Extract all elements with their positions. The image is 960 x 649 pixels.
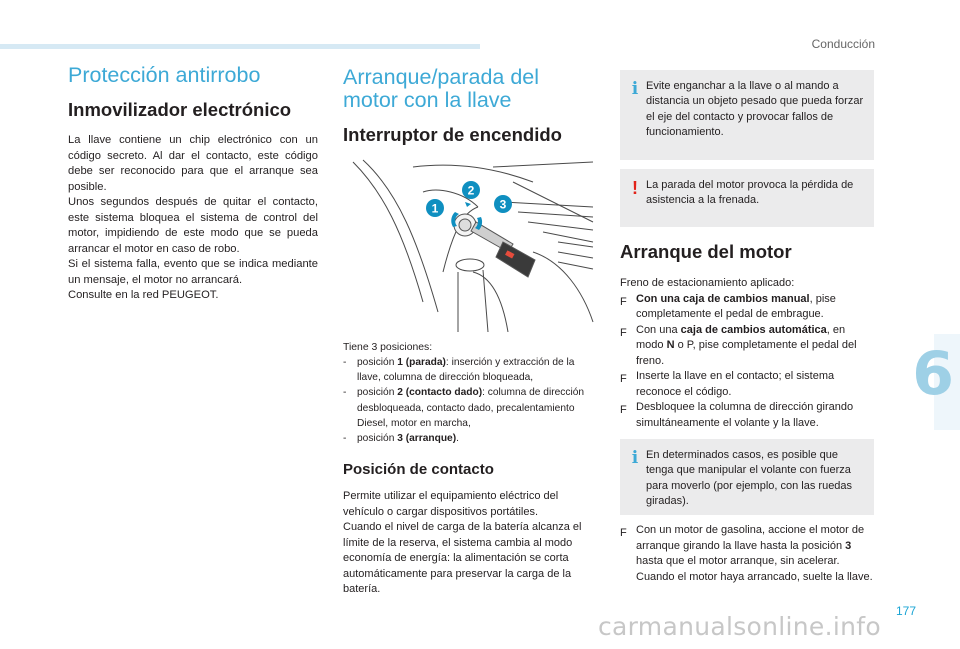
positions-intro: Tiene 3 posiciones: xyxy=(343,342,433,353)
header-accent-bar xyxy=(0,44,480,49)
watermark: carmanualsonline.info xyxy=(598,612,881,641)
ignition-illustration xyxy=(343,152,597,332)
start-intro: Freno de estacionamiento aplicado: xyxy=(620,277,795,289)
position-label: 1 (parada) xyxy=(397,357,446,368)
callout-3 xyxy=(494,195,512,213)
start-step xyxy=(620,323,874,370)
section-title-line1: Arranque/parada del xyxy=(343,65,540,89)
position-dash: - xyxy=(343,357,347,368)
step-text: Con un motor de gasolina, accione el motor de arranque girando la llave hasta la posición xyxy=(636,524,865,552)
position-description: : inserción y extracción de la llave, columna de dirección bloqueada, xyxy=(357,357,575,384)
column-ignition xyxy=(343,66,599,146)
column-antitheft xyxy=(68,64,318,304)
info-text: Evite enganchar a la llave o al mando a distancia un objeto pesado que pueda forzar el eje del contacto y provocar fallos de funcionamiento. xyxy=(646,80,864,138)
step-bullet-icon: F xyxy=(620,373,627,385)
step-text: , en modo xyxy=(636,323,846,351)
step-emphasis: N xyxy=(666,339,675,351)
start-step xyxy=(620,400,874,431)
immobiliser-paragraph: La llave contiene un chip electrónico con un código secreto. Al dar el contacto, este código debe ser reconocido para que el arranque sea posible. Unos segundos después de quitar el contacto, este sistema bloquea el sistema de control del motor, impidiendo de este modo que se pueda arrancar el motor en caso de robo. Si el sistema falla, evento que se indica mediante un mensaje, el motor no arrancará. Consulte en la red PEUGEOT. xyxy=(68,134,318,301)
position-label: 2 (contacto dado) xyxy=(397,387,483,399)
step-text: Inserte la llave en el contacto; el sistema reconoce el código. xyxy=(636,370,835,398)
info-icon: i xyxy=(631,448,639,468)
contact-position-paragraph: Permite utilizar el equipamiento eléctrico del vehículo o cargar dispositivos portátiles. Cuando el nivel de carga de la batería alcanza el límite de la reserva, el sistema cambia al modo economía de energía: la alimentación se corta automáticamente para preservar la carga de la batería. xyxy=(343,490,582,596)
section-title-line2: motor con la llave xyxy=(343,88,512,112)
step-bullet-icon: F xyxy=(620,295,627,308)
position-text: posición xyxy=(357,387,398,399)
step-emphasis: caja de cambios automática xyxy=(680,323,827,336)
step-emphasis: Con una caja de cambios manual xyxy=(636,292,810,305)
step-text: Con una xyxy=(636,323,681,336)
ignition-switch-title: Interruptor de encendido xyxy=(343,124,562,145)
chapter-number: 6 xyxy=(912,339,954,409)
section-name: Conducción xyxy=(811,37,875,51)
callout-3-label: 3 xyxy=(499,197,507,212)
start-step xyxy=(620,369,874,400)
callout-1-label: 1 xyxy=(431,201,439,216)
step-text: Desbloquee la columna de dirección girando simultáneamente el volante y la llave. xyxy=(636,401,854,429)
position-text: posición xyxy=(357,433,398,445)
step-emphasis: 3 xyxy=(845,539,852,552)
info-box-steering xyxy=(620,439,874,515)
position-item xyxy=(343,355,599,385)
position-item xyxy=(343,431,599,446)
contact-position-title: Posición de contacto xyxy=(343,461,494,479)
position-label: 3 (arranque) xyxy=(397,433,457,445)
position-description: : columna de dirección desbloqueada, contacto dado, precalentamiento Diesel, motor en marcha, xyxy=(357,387,585,429)
section-title: Protección antirrobo xyxy=(68,63,261,87)
ignition-positions xyxy=(343,340,599,598)
info-text: En determinados casos, es posible que tenga que manipular el volante con fuerza para moverlo (por ejemplo, con las ruedas giradas). xyxy=(646,449,853,507)
section-subtitle: Inmovilizador electrónico xyxy=(68,99,292,120)
warning-icon: ! xyxy=(632,178,638,198)
info-box-key-weight xyxy=(620,70,874,160)
step-bullet-icon: F xyxy=(620,404,627,416)
position-description: . xyxy=(456,433,459,445)
warning-box-braking xyxy=(620,169,874,227)
warning-text: La parada del motor provoca la pérdida de asistencia a la frenada. xyxy=(646,179,854,207)
position-dash: - xyxy=(343,387,347,399)
step-bullet-icon: F xyxy=(620,527,627,539)
ignition-drawing xyxy=(343,152,597,332)
column-engine-start xyxy=(620,70,874,585)
start-step-final xyxy=(620,523,874,585)
engine-start-title: Arranque del motor xyxy=(620,241,792,262)
start-step xyxy=(620,292,874,323)
callout-1 xyxy=(426,199,444,217)
step-text: hasta que el motor arranque, sin acelerar. Cuando el motor haya arrancado, suelte la llave. xyxy=(636,555,873,583)
step-text: o P, pise completamente el pedal del freno. xyxy=(636,339,857,367)
position-item xyxy=(343,385,599,431)
step-text: , pise completamente el pedal de embrague. xyxy=(636,292,836,320)
info-icon: i xyxy=(631,79,639,99)
callout-2-label: 2 xyxy=(467,183,475,198)
position-text: posición xyxy=(357,357,398,368)
position-dash: - xyxy=(343,433,347,445)
step-bullet-icon: F xyxy=(620,326,627,339)
page-number: 177 xyxy=(895,604,916,618)
callout-2 xyxy=(462,181,480,199)
